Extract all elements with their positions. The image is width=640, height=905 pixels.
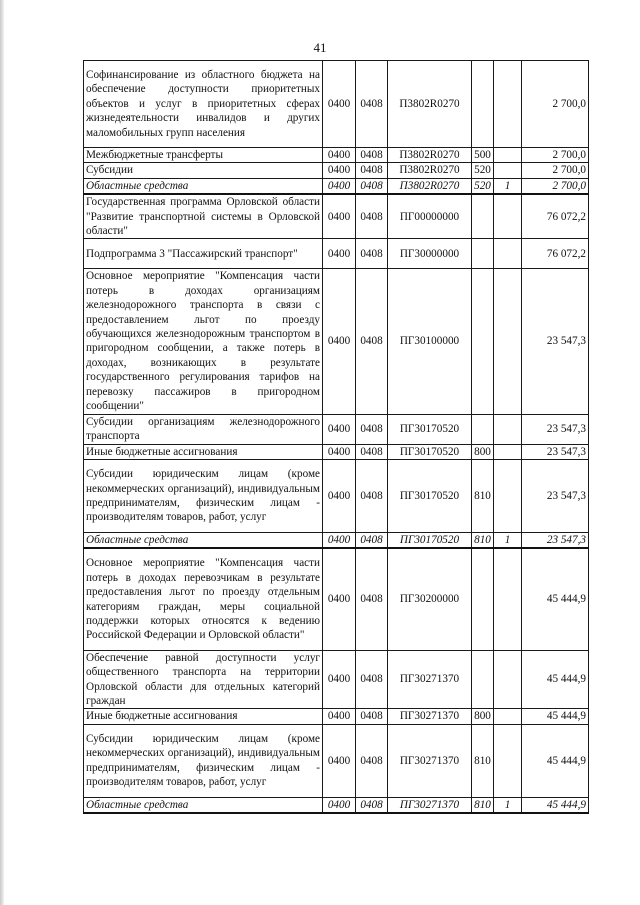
row-amount: 2 700,0 [522,148,589,163]
row-target-article: П3802R0270 [388,148,472,163]
row-expense-type: 800 [472,444,494,459]
row-amount: 76 072,2 [522,194,589,239]
row-target-article: ПГ30170520 [388,532,472,548]
row-funding-source: 1 [494,797,522,813]
row-subsection: 0408 [356,269,388,414]
row-name: Иные бюджетные ассигнования [84,444,323,459]
table-row [84,163,589,178]
table-row [84,61,589,148]
row-amount: 45 444,9 [522,548,589,650]
row-funding-source [494,239,522,269]
row-target-article: ПГ30170520 [388,459,472,532]
table-row [84,724,589,797]
row-expense-type [472,650,494,709]
row-expense-type [472,548,494,650]
row-section: 0400 [323,459,356,532]
row-name: Софинансирование из областного бюджета на обеспечение доступности приоритетных объектов и услуг в приоритетных сферах жизнедеятельности инвалидов и других маломобильных групп населения [84,61,323,148]
row-amount: 2 700,0 [522,178,589,194]
table-row [84,178,589,194]
row-subsection: 0408 [356,797,388,813]
row-section: 0400 [323,444,356,459]
row-expense-type [472,194,494,239]
page-number: 41 [313,40,327,55]
row-subsection: 0408 [356,239,388,269]
row-section: 0400 [323,724,356,797]
row-funding-source [494,269,522,414]
row-target-article: ПГ30200000 [388,548,472,650]
table-row [84,148,589,163]
row-name: Подпрограмма 3 "Пассажирский транспорт" [84,239,323,269]
row-name: Областные средства [84,532,323,548]
row-amount: 45 444,9 [522,797,589,813]
row-funding-source [494,163,522,178]
row-section: 0400 [323,709,356,724]
row-funding-source [494,444,522,459]
row-amount: 45 444,9 [522,709,589,724]
row-expense-type: 800 [472,709,494,724]
row-section: 0400 [323,163,356,178]
row-subsection: 0408 [356,532,388,548]
row-target-article: ПГ30000000 [388,239,472,269]
row-section: 0400 [323,178,356,194]
row-subsection: 0408 [356,724,388,797]
row-funding-source [494,194,522,239]
row-section: 0400 [323,194,356,239]
row-funding-source [494,61,522,148]
row-subsection: 0408 [356,650,388,709]
row-amount: 2 700,0 [522,61,589,148]
row-amount: 23 547,3 [522,414,589,444]
row-expense-type [472,414,494,444]
row-subsection: 0408 [356,444,388,459]
row-amount: 45 444,9 [522,650,589,709]
row-amount: 23 547,3 [522,459,589,532]
row-expense-type [472,269,494,414]
row-subsection: 0408 [356,178,388,194]
table-row [84,709,589,724]
row-section: 0400 [323,61,356,148]
row-funding-source [494,414,522,444]
row-amount: 23 547,3 [522,532,589,548]
scan-edge-shadow [0,0,4,905]
table-row [84,797,589,813]
row-funding-source [494,459,522,532]
row-target-article: ПГ30100000 [388,269,472,414]
row-section: 0400 [323,548,356,650]
row-subsection: 0408 [356,709,388,724]
row-funding-source [494,709,522,724]
row-amount: 45 444,9 [522,724,589,797]
row-expense-type: 810 [472,724,494,797]
table-row [84,239,589,269]
row-name: Субсидии юридическим лицам (кроме некоммерческих организаций), индивидуальным предпринимателям, физическим лицам - производителям товаров, работ, услуг [84,459,323,532]
row-target-article: ПГ30271370 [388,709,472,724]
row-name: Субсидии [84,163,323,178]
budget-table [83,60,589,814]
table-row [84,548,589,650]
row-subsection: 0408 [356,548,388,650]
row-target-article: ПГ30271370 [388,650,472,709]
row-expense-type: 810 [472,532,494,548]
row-funding-source [494,148,522,163]
row-section: 0400 [323,414,356,444]
row-name: Основное мероприятие "Компенсация части потерь в доходах организациям железнодорожного транспорта в связи с предоставлением льгот по проезду обучающихся железнодорожным транспортом в пригородном сообщении, а также потерь в доходах, возникающих в результате государственного регулирования тарифов на перевозку пассажиров в пригородном сообщении" [84,269,323,414]
table-row [84,532,589,548]
row-name: Областные средства [84,797,323,813]
row-section: 0400 [323,269,356,414]
row-section: 0400 [323,148,356,163]
row-amount: 23 547,3 [522,269,589,414]
row-expense-type [472,61,494,148]
row-target-article: П3802R0270 [388,163,472,178]
row-target-article: ПГ00000000 [388,194,472,239]
row-amount: 2 700,0 [522,163,589,178]
row-name: Основное мероприятие "Компенсация части потерь в доходах перевозчикам в результате предоставления льгот по проезду отдельным категориям граждан, меры социальной поддержки которых относятся к ведению Российской Федерации и Орловской области" [84,548,323,650]
table-row [84,194,589,239]
row-subsection: 0408 [356,414,388,444]
table-row [84,444,589,459]
row-name: Иные бюджетные ассигнования [84,709,323,724]
row-subsection: 0408 [356,163,388,178]
row-funding-source: 1 [494,178,522,194]
row-subsection: 0408 [356,148,388,163]
row-target-article: ПГ30170520 [388,444,472,459]
row-section: 0400 [323,532,356,548]
row-section: 0400 [323,650,356,709]
row-target-article: П3802R0270 [388,178,472,194]
row-name: Областные средства [84,178,323,194]
row-subsection: 0408 [356,459,388,532]
row-name: Субсидии юридическим лицам (кроме некоммерческих организаций), индивидуальным предпринимателям, физическим лицам - производителям товаров, работ, услуг [84,724,323,797]
row-target-article: ПГ30271370 [388,724,472,797]
row-funding-source [494,724,522,797]
row-expense-type: 810 [472,797,494,813]
row-funding-source [494,548,522,650]
row-funding-source: 1 [494,532,522,548]
row-expense-type: 500 [472,148,494,163]
table-row [84,269,589,414]
table-row [84,414,589,444]
row-expense-type: 520 [472,178,494,194]
row-target-article: ПГ30271370 [388,797,472,813]
row-subsection: 0408 [356,194,388,239]
row-name: Межбюджетные трансферты [84,148,323,163]
row-expense-type: 520 [472,163,494,178]
row-expense-type: 810 [472,459,494,532]
row-funding-source [494,650,522,709]
row-target-article: П3802R0270 [388,61,472,148]
row-expense-type [472,239,494,269]
row-target-article: ПГ30170520 [388,414,472,444]
row-section: 0400 [323,797,356,813]
row-name: Государственная программа Орловской области "Развитие транспортной системы в Орловской области" [84,194,323,239]
row-amount: 76 072,2 [522,239,589,269]
row-amount: 23 547,3 [522,444,589,459]
row-subsection: 0408 [356,61,388,148]
row-name: Субсидии организациям железнодорожного транспорта [84,414,323,444]
table-row [84,459,589,532]
row-name: Обеспечение равной доступности услуг общественного транспорта на территории Орловской области для отдельных категорий граждан [84,650,323,709]
table-row [84,650,589,709]
row-section: 0400 [323,239,356,269]
